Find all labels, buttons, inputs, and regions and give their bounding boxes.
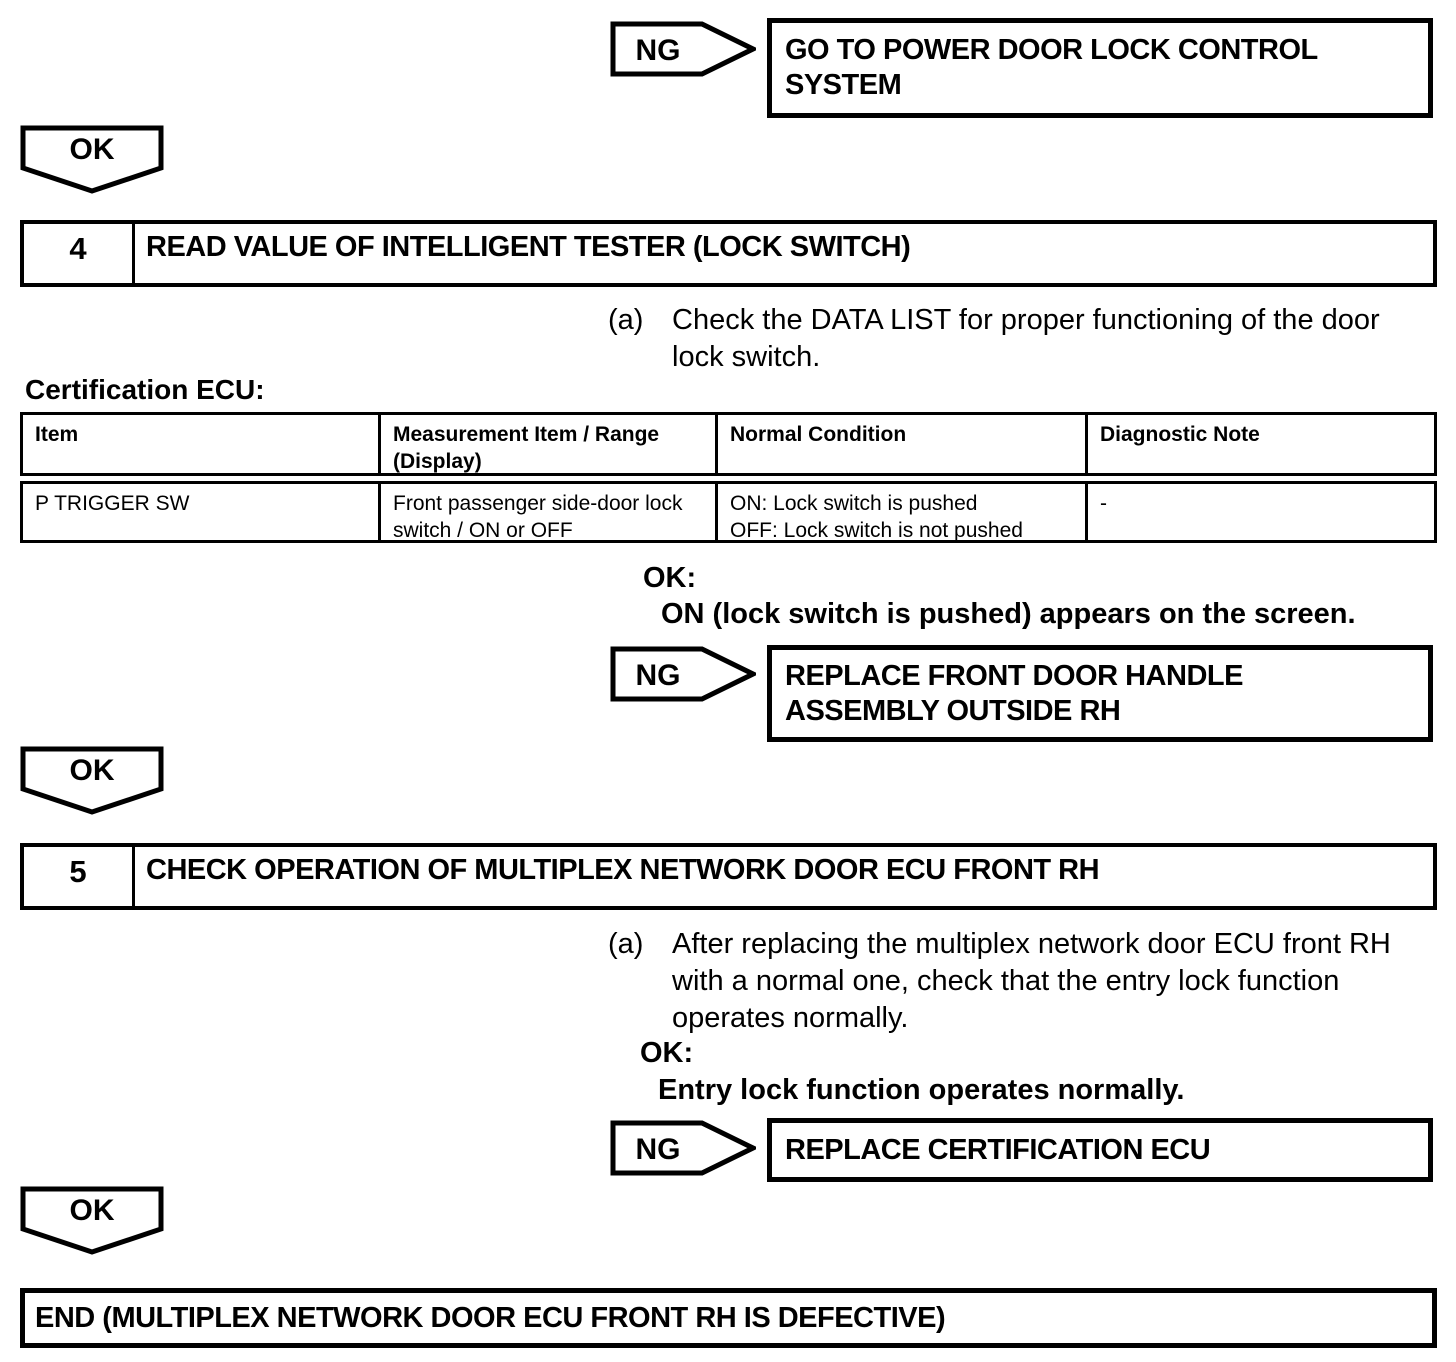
- step-5-header: [20, 843, 1437, 910]
- ok-criteria-step5: Entry lock function operates normally.: [658, 1074, 1185, 1106]
- ok-label: OK: [69, 1194, 115, 1227]
- ok-criteria-step4: ON (lock switch is pushed) appears on the screen.: [661, 598, 1356, 630]
- ng-connector-3: [610, 1120, 756, 1181]
- ok-arrow-icon: [20, 125, 164, 195]
- ok-connector-2: [20, 746, 164, 821]
- cell-note: -: [1085, 484, 1434, 540]
- action-line: ASSEMBLY OUTSIDE RH: [785, 694, 1121, 727]
- ok-label: OK: [69, 133, 115, 166]
- ng-label: NG: [635, 1133, 681, 1166]
- ok-arrow-icon: [20, 746, 164, 816]
- step-4-number: 4: [24, 224, 135, 283]
- cell-measurement: Front passenger side-door lock switch / ON or OFF: [378, 484, 715, 540]
- table-caption: Certification ECU:: [25, 374, 265, 405]
- step-5-instruction: [608, 926, 1417, 1037]
- ok-connector-3: [20, 1186, 164, 1261]
- cell-item: P TRIGGER SW: [35, 492, 190, 515]
- action-box-replace-handle: [767, 645, 1433, 742]
- step-4-instruction: [608, 302, 1417, 376]
- table-row: [20, 481, 1437, 543]
- step-4-header: [20, 220, 1437, 287]
- action-line: SYSTEM: [785, 69, 902, 101]
- col-header-item: Item: [35, 423, 79, 446]
- action-box-replace-certification-ecu: [767, 1118, 1433, 1182]
- ng-arrow-icon: [610, 21, 756, 77]
- step-4-title: READ VALUE OF INTELLIGENT TESTER (LOCK SWITCH): [146, 231, 911, 263]
- ng-arrow-icon: [610, 646, 756, 702]
- cell-condition-line-on: ON: Lock switch is pushed: [730, 492, 978, 515]
- action-line: REPLACE CERTIFICATION ECU: [785, 1133, 1211, 1166]
- table-header-row: [20, 412, 1437, 476]
- cell-condition-line-off: OFF: Lock switch is not pushed: [730, 519, 1023, 542]
- instruction-marker: (a): [608, 928, 644, 960]
- instruction-text: After replacing the multiplex network door ECU front RH with a normal one, check that the entry lock function operates normally.: [672, 928, 1391, 1034]
- ok-criteria-label-step4: OK:: [643, 562, 697, 594]
- col-header-condition: Normal Condition: [715, 415, 1085, 473]
- action-box-goto-power-door-lock: [767, 18, 1433, 118]
- instruction-marker: (a): [608, 304, 644, 336]
- ng-connector-1: [610, 21, 756, 82]
- col-header-measurement: Measurement Item / Range (Display): [378, 415, 715, 473]
- end-box: END (MULTIPLEX NETWORK DOOR ECU FRONT RH IS DEFECTIVE): [20, 1288, 1437, 1348]
- action-line: REPLACE FRONT DOOR HANDLE: [785, 659, 1243, 692]
- col-header-note: Diagnostic Note: [1085, 415, 1434, 473]
- ok-label: OK: [69, 754, 115, 787]
- ng-label: NG: [635, 659, 681, 692]
- step-5-number: 5: [24, 847, 135, 906]
- ng-connector-2: [610, 646, 756, 707]
- step-5-title: CHECK OPERATION OF MULTIPLEX NETWORK DOOR ECU FRONT RH: [146, 854, 1100, 886]
- ng-label: NG: [635, 34, 681, 67]
- action-line: GO TO POWER DOOR LOCK CONTROL: [785, 34, 1318, 66]
- ok-arrow-icon: [20, 1186, 164, 1256]
- instruction-text: Check the DATA LIST for proper functioning of the door lock switch.: [672, 304, 1380, 373]
- cell-condition: [715, 484, 1085, 540]
- ok-criteria-label-step5: OK:: [640, 1037, 694, 1069]
- ok-connector-1: [20, 125, 164, 200]
- ng-arrow-icon: [610, 1120, 756, 1176]
